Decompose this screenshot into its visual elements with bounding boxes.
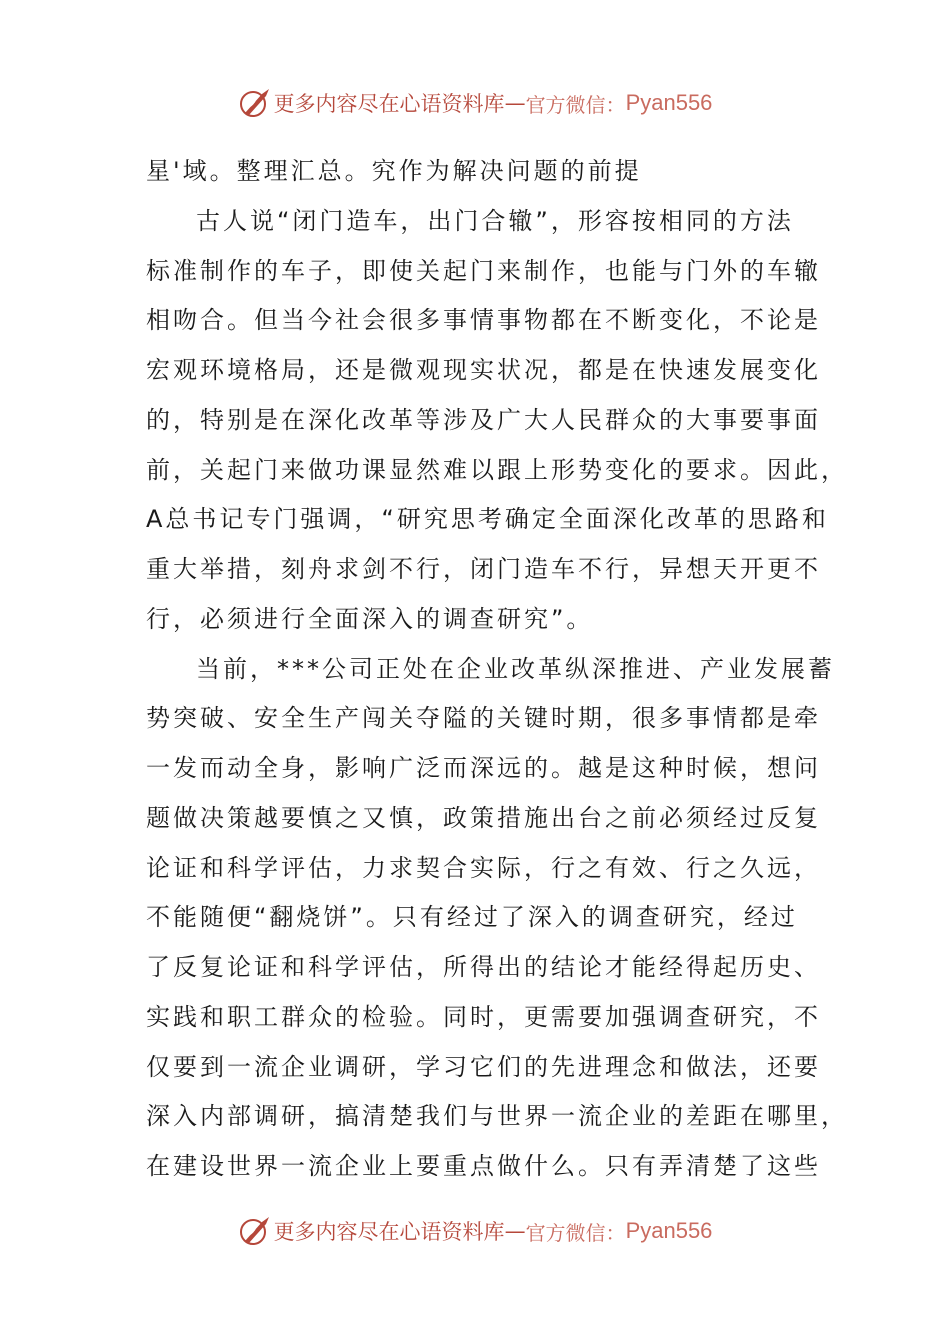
- body-line: 标准制作的车子，即使关起门来制作，也能与门外的车辙: [146, 256, 821, 285]
- body-line: 星'域。整理汇总。究作为解决问题的前提: [146, 157, 642, 185]
- body-line: 深入内部调研，搞清楚我们与世界一流企业的差距在哪里，: [146, 1102, 848, 1131]
- body-line: 行，必须进行全面深入的调查研究”。: [146, 604, 594, 633]
- body-line: A总书记专门强调，“研究思考确定全面深化改革的思路和: [146, 505, 829, 534]
- body-line: 题做决策越要慎之又慎，政策措施出台之前必须经过反复: [146, 803, 821, 832]
- paragraph-start-line: 古人说“闭门造车，出门合辙”，形容按相同的方法: [196, 206, 794, 235]
- body-line: 仅要到一流企业调研，学习它们的先进理念和做法，还要: [146, 1052, 821, 1081]
- header-wechat-id: Pyan556: [625, 90, 713, 115]
- body-line: 势突破、安全生产闯关夺隘的关键时期，很多事情都是牵: [146, 704, 821, 733]
- footer-wechat-label: 官方微信：: [525, 1220, 626, 1245]
- body-line: 一发而动全身，影响广泛而深远的。越是这种时候，想问: [146, 754, 821, 782]
- header-wechat-label: 官方微信：: [525, 92, 626, 117]
- footer-dash: —: [504, 1219, 526, 1243]
- footer-wechat-id: Pyan556: [625, 1218, 713, 1243]
- body-line: 在建设世界一流企业上要重点做什么。只有弄清楚了这些: [146, 1152, 821, 1180]
- quill-pen-logo-icon: [238, 1214, 272, 1248]
- paragraph-start-line: 当前，***公司正处在企业改革纵深推进、产业发展蓄: [196, 654, 835, 683]
- body-line: 的，特别是在深化改革等涉及广大人民群众的大事要事面: [146, 405, 821, 434]
- document-body: [146, 147, 848, 1192]
- quill-pen-logo-icon: [238, 86, 272, 120]
- body-line: 不能随便“翻烧饼”。只有经过了深入的调查研究，经过: [146, 903, 798, 932]
- footer-banner: [0, 1211, 950, 1251]
- body-line: 相吻合。但当今社会很多事情事物都在不断变化，不论是: [146, 306, 821, 335]
- body-line: 论证和科学评估，力求契合实际，行之有效、行之久远，: [146, 853, 821, 882]
- header-dash: —: [504, 91, 526, 115]
- header-brand-text: 更多内容尽在心语资料库: [273, 92, 505, 116]
- body-line: 实践和职工群众的检验。同时，更需要加强调查研究，不: [146, 1002, 821, 1031]
- body-line: 前，关起门来做功课显然难以跟上形势变化的要求。因此，: [146, 455, 848, 484]
- header-banner: [0, 83, 950, 123]
- body-line: 重大举措，刻舟求剑不行，闭门造车不行，异想天开更不: [146, 555, 821, 583]
- body-line: 了反复论证和科学评估，所得出的结论才能经得起历史、: [146, 953, 821, 981]
- footer-brand-text: 更多内容尽在心语资料库: [273, 1220, 505, 1244]
- body-line: 宏观环境格局，还是微观现实状况，都是在快速发展变化: [146, 356, 821, 384]
